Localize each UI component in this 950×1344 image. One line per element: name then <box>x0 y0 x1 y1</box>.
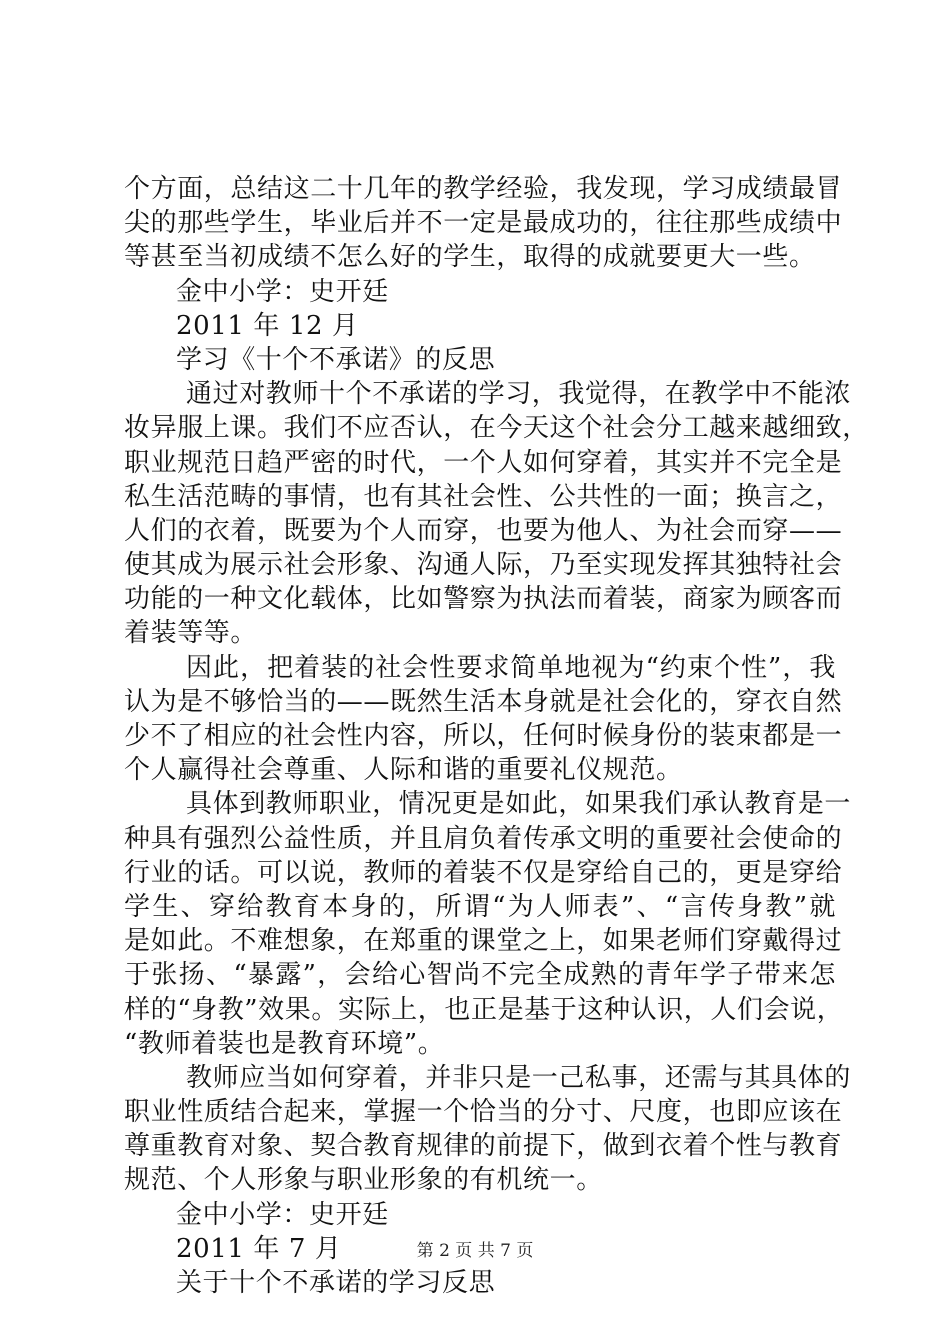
body-line: 个人赢得社会尊重、人际和谐的重要礼仪规范。 <box>124 755 683 786</box>
document-body <box>124 172 869 1300</box>
body-line: 等甚至当初成绩不怎么好的学生，取得的成就要更大一些。 <box>124 242 816 273</box>
signature-date: 2011 年 7 月 <box>176 1233 342 1264</box>
body-line: 尖的那些学生，毕业后并不一定是最成功的，往往那些成绩中 <box>124 208 843 239</box>
body-line: 私生活范畴的事情，也有其社会性、公共性的一面；换言之， <box>124 481 843 512</box>
body-line: 尊重教育对象、契合教育规律的前提下，做到衣着个性与教育 <box>124 1131 843 1162</box>
author-signature: 金中小学：史开廷 <box>176 276 389 307</box>
author-signature: 金中小学：史开廷 <box>176 1199 389 1230</box>
body-line: 个方面，总结这二十几年的教学经验，我发现，学习成绩最冒 <box>124 174 843 204</box>
body-line: 于张扬、“暴露”，会给心智尚不完全成熟的青年学子带来怎 <box>124 960 836 991</box>
body-line: 规范、个人形象与职业形象的有机统一。 <box>124 1165 603 1196</box>
body-line: 种具有强烈公益性质，并且肩负着传承文明的重要社会使命的 <box>124 823 843 854</box>
paragraph-first-line: 因此，把着装的社会性要求简单地视为“约束个性”，我 <box>186 652 836 683</box>
body-line: 着装等等。 <box>124 618 258 649</box>
signature-date: 2011 年 12 月 <box>176 310 359 341</box>
body-line: 功能的一种文化载体，比如警察为执法而着装，商家为顾客而 <box>124 584 843 615</box>
paragraph-first-line: 通过对教师十个不承诺的学习，我觉得，在教学中不能浓 <box>186 379 852 410</box>
body-line: 人们的衣着，既要为个人而穿，也要为他人、为社会而穿—— <box>124 515 843 546</box>
body-line: 职业性质结合起来，掌握一个恰当的分寸、尺度，也即应该在 <box>124 1097 843 1128</box>
body-line: 妆异服上课。我们不应否认，在今天这个社会分工越来越细致， <box>124 413 869 444</box>
body-line: 样的“身教”效果。实际上，也正是基于这种认识，人们会说， <box>124 994 844 1025</box>
section-title: 关于十个不承诺的学习反思 <box>176 1268 496 1298</box>
body-line: 少不了相应的社会性内容，所以，任何时候身份的装束都是一 <box>124 721 843 751</box>
page-number-footer: 第 2 页 共 7 页 <box>416 1241 534 1261</box>
body-line: 学生、穿给教育本身的，所谓“为人师表”、“言传身教”就 <box>124 891 836 922</box>
body-line: “教师着装也是教育环境”。 <box>124 1028 445 1059</box>
body-line: 行业的话。可以说，教师的着装不仅是穿给自己的，更是穿给 <box>124 857 843 888</box>
section-title: 学习《十个不承诺》的反思 <box>176 344 496 375</box>
paragraph-first-line: 具体到教师职业，情况更是如此，如果我们承认教育是一 <box>186 789 852 820</box>
body-line: 使其成为展示社会形象、沟通人际，乃至实现发挥其独特社会 <box>124 550 843 581</box>
body-line: 是如此。不难想象，在郑重的课堂之上，如果老师们穿戴得过 <box>124 926 843 957</box>
body-line: 认为是不够恰当的——既然生活本身就是社会化的，穿衣自然 <box>124 686 843 717</box>
paragraph-first-line: 教师应当如何穿着，并非只是一己私事，还需与其具体的 <box>186 1062 852 1093</box>
body-line: 职业规范日趋严密的时代，一个人如何穿着，其实并不完全是 <box>124 447 843 478</box>
